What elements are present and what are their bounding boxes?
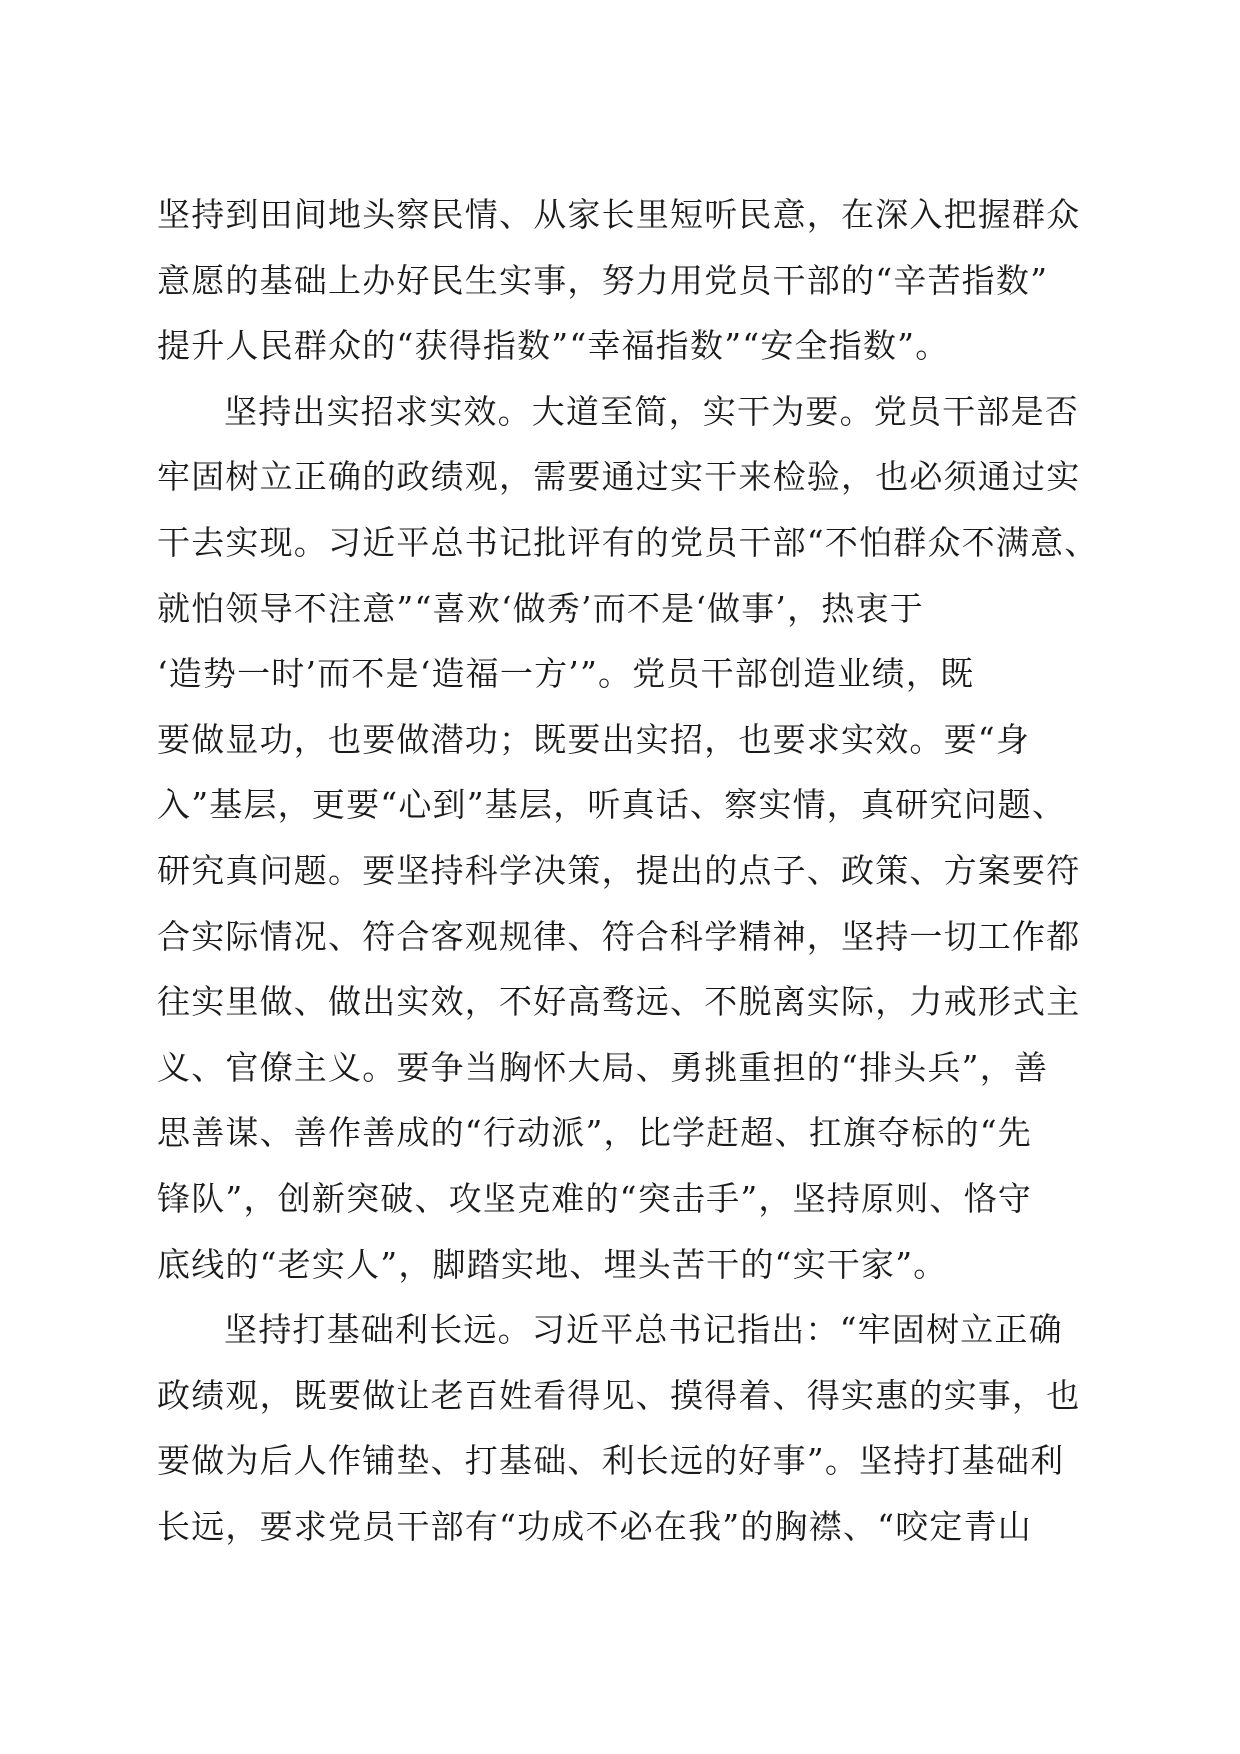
text-line: 底线的“老实人”，脚踏实地、埋头苦干的“实干家”。	[157, 1244, 948, 1284]
body-text	[157, 182, 1099, 1559]
text-line: ‘造势一时’而不是‘造福一方’”。党员干部创造业绩，既	[157, 654, 975, 694]
text-line: 坚持到田间地头察民情、从家长里短听民意，在深入把握群众	[157, 195, 1081, 234]
text-line: 要做为后人作铺垫、打基础、利长远的好事”。坚持打基础利	[157, 1441, 1065, 1481]
text-line: 牢固树立正确的政绩观，需要通过实干来检验，也必须通过实	[157, 457, 1081, 497]
text-line: 入”基层，更要“心到”基层，听真话、察实情，真研究问题、	[157, 785, 1067, 825]
text-line: 意愿的基础上办好民生实事，努力用党员干部的“辛苦指数”	[157, 260, 1049, 300]
text-line: 研究真问题。要坚持科学决策，提出的点子、政策、方案要符	[157, 850, 1081, 890]
text-line: 要做显功，也要做潜功；既要出实招，也要求实效。要“身	[157, 719, 1031, 759]
text-line: 往实里做、做出实效，不好高骛远、不脱离实际，力戒形式主	[157, 982, 1081, 1022]
text-line: 义、官僚主义。要争当胸怀大局、勇挑重担的“排头兵”，善	[157, 1047, 1049, 1087]
paragraph-start-line: 坚持打基础利长远。习近平总书记指出：“牢固树立正确	[224, 1310, 1063, 1350]
paragraph-start-line: 坚持出实招求实效。大道至简，实干为要。党员干部是否	[224, 391, 1079, 431]
text-line: 就怕领导不注意”“喜欢‘做秀’而不是‘做事’，热衷于	[157, 588, 924, 628]
text-line: 长远，要求党员干部有“功成不必在我”的胸襟、“咬定青山	[157, 1506, 1033, 1546]
text-line: 干去实现。习近平总书记批评有的党员干部“不怕群众不满意、	[157, 522, 1099, 562]
text-line: 政绩观，既要做让老百姓看得见、摸得着、得实惠的实事，也	[157, 1375, 1081, 1415]
text-line: 提升人民群众的“获得指数”“幸福指数”“安全指数”。	[157, 326, 950, 366]
text-line: 合实际情况、符合客观规律、符合科学精神，坚持一切工作都	[157, 916, 1081, 956]
text-line: 锋队”，创新突破、攻坚克难的“突击手”，坚持原则、恪守	[157, 1178, 1033, 1218]
text-line: 思善谋、善作善成的“行动派”，比学赶超、扛旗夺标的“先	[157, 1113, 1033, 1153]
